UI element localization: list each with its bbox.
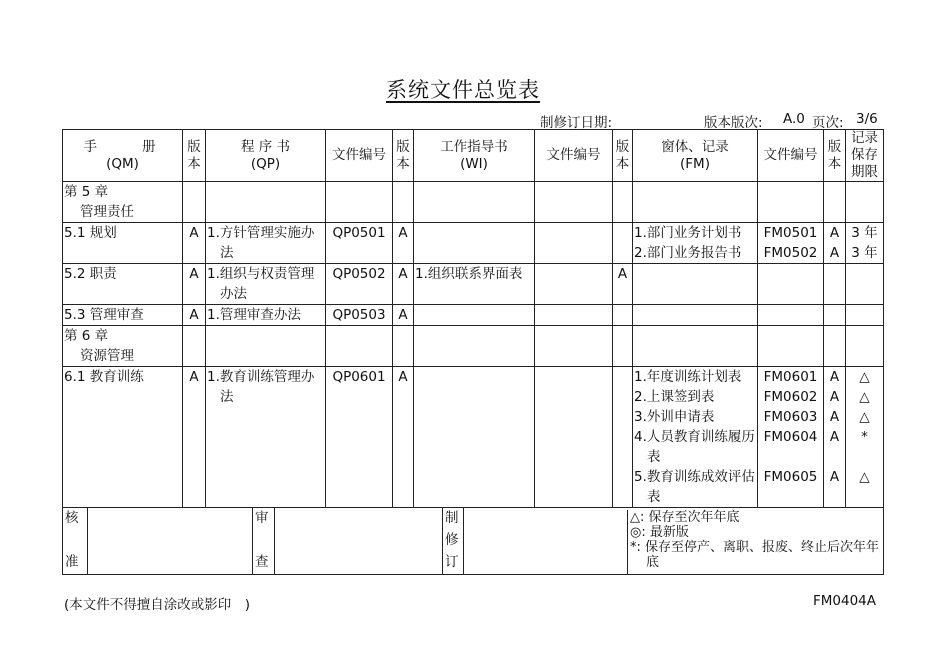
- review-label: 审 查: [255, 510, 269, 570]
- qp-5-3-docno: QP0503: [326, 305, 393, 326]
- qm-5-3: 5.3 管理审查: [63, 305, 183, 326]
- header-docno-1: 文件编号: [326, 130, 393, 182]
- table-row-5-3: [63, 305, 884, 326]
- qp-6-1: 1.教育训练管理办法: [206, 367, 326, 508]
- qp-5-2: 1.组织与权责管理办法: [206, 264, 326, 305]
- header-version-1: 版本: [183, 130, 206, 182]
- chapter-6-cell: 第 6 章 资源管理: [63, 326, 183, 367]
- table-row-6-1: [63, 367, 884, 508]
- fm-5-1-retention: 3 年 3 年: [846, 223, 884, 264]
- header-wi: 工作指导书 (WI): [414, 130, 535, 182]
- fm-5-1-version: A A: [824, 223, 846, 264]
- header-version-3: 版本: [613, 130, 633, 182]
- fm-6-1-retention: △ △ △ * △: [846, 367, 884, 508]
- approve-label: 核 准: [65, 510, 79, 570]
- header-retention: 记录保存期限: [846, 130, 884, 182]
- list-item: 3.外训申请表: [634, 409, 715, 425]
- header-fm: 窗体、记录 (FM): [633, 130, 758, 182]
- wi-5-2: 1.组织联系界面表: [414, 264, 535, 305]
- chapter-5-cell: 第 5 章 管理责任: [63, 182, 183, 223]
- header-qm: 手 册 (QM): [63, 130, 183, 182]
- retention-legend: △: 保存至次年年底 ◎: 最新版 *: 保存至停产、离职、报废、终止后次年年底: [627, 510, 882, 574]
- revise-label: 制 修 订: [445, 510, 459, 570]
- revision-date-label: 制修订日期:: [540, 115, 613, 131]
- qp-5-1-docno: QP0501: [326, 223, 393, 264]
- qp-6-1-version: A: [393, 367, 414, 508]
- qm-5-2-version: A: [183, 264, 206, 305]
- qp-5-2-version: A: [393, 264, 414, 305]
- header-docno-3: 文件编号: [758, 130, 824, 182]
- document-title: 系统文件总览表: [386, 78, 540, 102]
- version-value: A.0: [783, 111, 805, 127]
- copy-notice: (本文件不得擅自涂改或影印 ): [64, 597, 251, 613]
- fm-6-1-list: [633, 367, 758, 508]
- list-item: 1.年度训练计划表: [634, 369, 742, 385]
- fm-5-1-docno: FM0501 FM0502: [758, 223, 824, 264]
- chapter-6-row: [63, 326, 884, 367]
- qm-5-2: 5.2 职责: [63, 264, 183, 305]
- qp-5-3-version: A: [393, 305, 414, 326]
- page-value: 3/6: [856, 111, 878, 127]
- table-row-5-2: [63, 264, 884, 305]
- qm-6-1: 6.1 教育训练: [63, 367, 183, 508]
- revise-signature-field: [463, 508, 627, 574]
- version-label: 版本版次:: [704, 115, 763, 131]
- page-label: 页次:: [812, 115, 844, 131]
- qm-5-1-version: A: [183, 223, 206, 264]
- list-item: 5.教育训练成效评估表: [634, 469, 755, 505]
- header-version-2: 版本: [393, 130, 414, 182]
- header-row: [63, 130, 884, 182]
- list-item: 2.上课签到表: [634, 389, 715, 405]
- table-row-5-1: [63, 223, 884, 264]
- fm-5-1-list: 1.部门业务计划书 2.部门业务报告书: [633, 223, 758, 264]
- review-signature-field: [274, 508, 443, 574]
- qp-6-1-docno: QP0601: [326, 367, 393, 508]
- qp-5-1-version: A: [393, 223, 414, 264]
- qm-6-1-version: A: [183, 367, 206, 508]
- approve-signature-field: [87, 508, 252, 574]
- chapter-5-row: [63, 182, 884, 223]
- qm-5-3-version: A: [183, 305, 206, 326]
- fm-6-1-version: A A A A A: [824, 367, 846, 508]
- signature-row: [63, 508, 884, 575]
- wi-5-2-version: A: [613, 264, 633, 305]
- qp-5-2-docno: QP0502: [326, 264, 393, 305]
- list-item: 4.人员教育训练履历表: [634, 429, 755, 465]
- header-version-4: 版本: [824, 130, 846, 182]
- header-docno-2: 文件编号: [535, 130, 613, 182]
- qp-5-3: 1.管理审查办法: [206, 305, 326, 326]
- header-qp: 程 序 书 (QP): [206, 130, 326, 182]
- qp-5-1: 1.方针管理实施办法: [206, 223, 326, 264]
- qm-5-1: 5.1 规划: [63, 223, 183, 264]
- fm-6-1-docno: FM0601 FM0602 FM0603 FM0604 FM0605: [758, 367, 824, 508]
- document-overview-table: [62, 129, 884, 575]
- form-number: FM0404A: [813, 593, 877, 609]
